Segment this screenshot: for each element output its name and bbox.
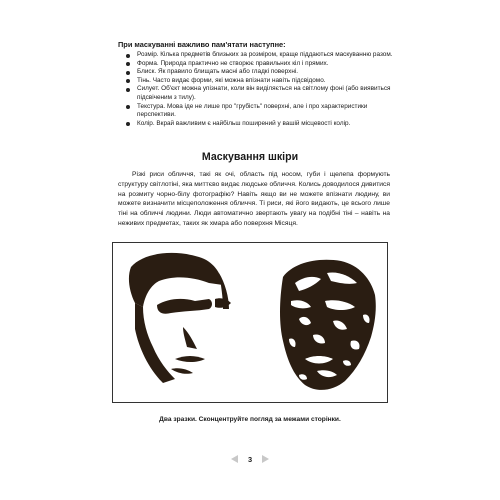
- bullet-icon: [126, 79, 130, 83]
- tips-list: [124, 51, 394, 128]
- triangle-left-icon: [231, 455, 238, 463]
- list-item-text: Тінь. Часто видає форми, які можна впізнати навіть підсвідомо.: [137, 76, 326, 84]
- page-navigation: [218, 452, 282, 466]
- bullet-icon: [126, 71, 130, 75]
- section-paragraph: Різкі риси обличчя, такі як очі, область під носом, губи і щелепа формують структуру світлотіні, яка миттєво видає людське обличчя. Колись доводилося дивитися на розмиту чорно-білу фотографію? Навіть якщо ви не можете впізнати людину, ви можете визначити місцеположення обличчя. Ті риси, які його видають, це всього лише тіні на обличчі людини. Люди автоматично звертають увагу на подібні тіні – навіть на неживих предметах, таких як хмара або поверхня Місяця.: [118, 171, 390, 227]
- list-item: [124, 68, 394, 77]
- section-title: Маскування шкіри: [201, 151, 299, 163]
- list-item: [124, 60, 394, 69]
- list-item: [124, 85, 394, 102]
- face-sample-left: [129, 253, 231, 383]
- list-item: [124, 103, 394, 120]
- list-item-text: Текстура. Мова іде не лише про "грубість" поверхні, але і про характеристики перспективи.: [137, 102, 368, 119]
- list-item: [124, 51, 394, 60]
- bullet-icon: [126, 122, 130, 126]
- page-number: 3: [247, 454, 253, 464]
- list-item-text: Силует. Об'єкт можна упізнати, коли він виділяється на світлому фоні (або виявиться підсвіченим з тилу).: [137, 85, 391, 101]
- face-illustrations: [113, 243, 389, 404]
- intro-heading: При маскуванні важливо пам'ятати наступне:: [118, 40, 286, 49]
- face-shadow-figure: [112, 242, 388, 403]
- figure-caption: Два зразки. Сконцентруйте погляд за межами сторінки.: [159, 416, 341, 423]
- list-item: [124, 120, 394, 129]
- bullet-icon: [126, 62, 130, 66]
- triangle-right-icon: [262, 455, 269, 463]
- list-item-text: Розмір. Кілька предметів близьких за розміром, краще піддаються маскуванню разом.: [137, 51, 393, 58]
- list-item-text: Блиск. Як правило блищать масні або гладкі поверхні.: [137, 68, 299, 76]
- list-item-text: Форма. Природа практично не створює правильних кіл і прямих.: [137, 59, 329, 67]
- list-item-text: Колір. Вкрай важливим є найбільш поширений у вашій місцевості колір.: [137, 119, 351, 127]
- bullet-icon: [126, 88, 130, 92]
- bullet-icon: [126, 105, 130, 109]
- bullet-icon: [126, 54, 130, 58]
- face-sample-right: [280, 260, 376, 390]
